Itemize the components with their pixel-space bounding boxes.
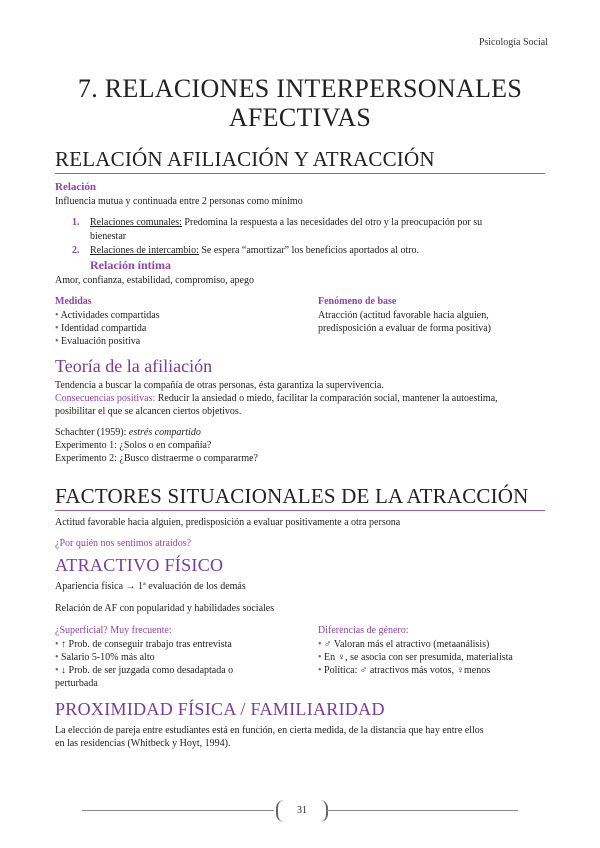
page-number: 31 [276, 800, 328, 822]
list-item: • Salario 5-10% más alto [55, 652, 155, 663]
list-continuation: perturbada [55, 678, 98, 689]
numbered-list-item [72, 216, 547, 229]
relacion-intima-label: Relación íntima [90, 258, 171, 272]
fenomeno-text-line1: Atracción (actitud favorable hacia alguien, [318, 310, 489, 321]
fenomeno-label: Fenómeno de base [318, 296, 397, 307]
atraccion-question: ¿Por quién nos sentimos atraídos? [55, 538, 192, 549]
factores-definition: Actitud favorable hacia alguien, predisposición a evaluar positivamente a otra persona [55, 517, 401, 528]
numbered-list-item [72, 244, 547, 257]
relacion-definition: Influencia mutua y continuada entre 2 personas como mínimo [55, 196, 303, 207]
chapter-title [0, 74, 600, 132]
schachter-concept: estrés compartido [128, 427, 201, 438]
section-heading-afiliacion-atraccion: RELACIÓN AFILIACIÓN Y ATRACCIÓN [55, 147, 545, 174]
afiliacion-definition: Tendencia a buscar la compañía de otras personas, ésta garantiza la supervivencia. [55, 380, 384, 391]
proximidad-line1: La elección de pareja entre estudiantes está en función, en cierta medida, de la distancia que hay entre ellos [55, 725, 484, 736]
subsection-heading-atractivo-fisico: ATRACTIVO FÍSICO [55, 555, 224, 575]
relacion-intima-definition: Amor, confianza, estabilidad, compromiso, apego [55, 275, 254, 286]
schachter-citation: Schachter (1959): [55, 427, 129, 438]
list-text: Predomina la respuesta a las necesidades del otro y la preocupación por su [181, 217, 483, 228]
subsection-heading-proximidad: PROXIMIDAD FÍSICA / FAMILIARIDAD [55, 699, 385, 719]
list-item: • ♂ Valoran más el atractivo (metaanálisis) [318, 639, 490, 650]
schachter-line [55, 426, 201, 439]
atractivo-line2: Relación de AF con popularidad y habilidades sociales [55, 603, 275, 614]
course-name: Psicología Social [478, 37, 548, 48]
list-item: • ↓ Prob. de ser juzgada como desadaptada o [55, 665, 234, 676]
consecuencias-text: Reducir la ansiedad o miedo, facilitar la comparación social, mantener la autoestima, [155, 393, 498, 404]
consecuencias-continuation: posibilitar el que se alcancen ciertos objetivos. [55, 406, 242, 417]
chapter-title-line2: AFECTIVAS [228, 103, 372, 132]
genero-list [318, 638, 553, 677]
proximidad-line2: en las residencias (Whitbeck y Hoyt, 1994). [55, 738, 231, 749]
relacion-label: Relación [55, 181, 96, 193]
list-item: • Actividades compartidas [55, 310, 160, 321]
genero-label: Diferencias de género: [318, 625, 409, 636]
list-number: 2. [72, 245, 80, 256]
subsection-heading-afiliacion: Teoría de la afiliación [55, 356, 213, 376]
fenomeno-text-line2: predisposición a evaluar de forma positiva) [318, 323, 491, 334]
section-heading-factores-situacionales: FACTORES SITUACIONALES DE LA ATRACCIÓN [55, 484, 545, 511]
medidas-label: Medidas [55, 296, 92, 307]
consecuencias-line [55, 392, 550, 405]
experiment-2: Experimento 2: ¿Busco distraerme o compararme? [55, 453, 258, 464]
list-text: Se espera “amortizar” los beneficios aportados al otro. [198, 245, 420, 256]
experiment-1: Experimento 1: ¿Solos o en compañía? [55, 440, 212, 451]
list-continuation: bienestar [90, 231, 127, 242]
superficial-list [55, 638, 305, 690]
list-term: Relaciones de intercambio: [90, 245, 199, 256]
list-item: • Identidad compartida [55, 323, 147, 334]
footer-rule-right [326, 810, 518, 811]
list-item: • Evaluación positiva [55, 336, 141, 347]
list-term: Relaciones comunales: [90, 217, 182, 228]
medidas-list [55, 309, 160, 348]
list-item: • En ♀, se asocia con ser presumida, materialista [318, 652, 513, 663]
footer-rule-left [82, 810, 274, 811]
consecuencias-label: Consecuencias positivas: [55, 393, 156, 404]
superficial-label: ¿Superficial? Muy frecuente: [55, 625, 172, 636]
atractivo-line1: Apariencia física → 1ª evaluación de los demás [55, 581, 246, 592]
list-item: • Política: ♂ atractivos más votos, ♀menos [318, 665, 491, 676]
list-number: 1. [72, 217, 80, 228]
list-item: • ↑ Prob. de conseguir trabajo tras entrevista [55, 639, 232, 650]
chapter-title-line1: 7. RELACIONES INTERPERSONALES [77, 74, 523, 103]
